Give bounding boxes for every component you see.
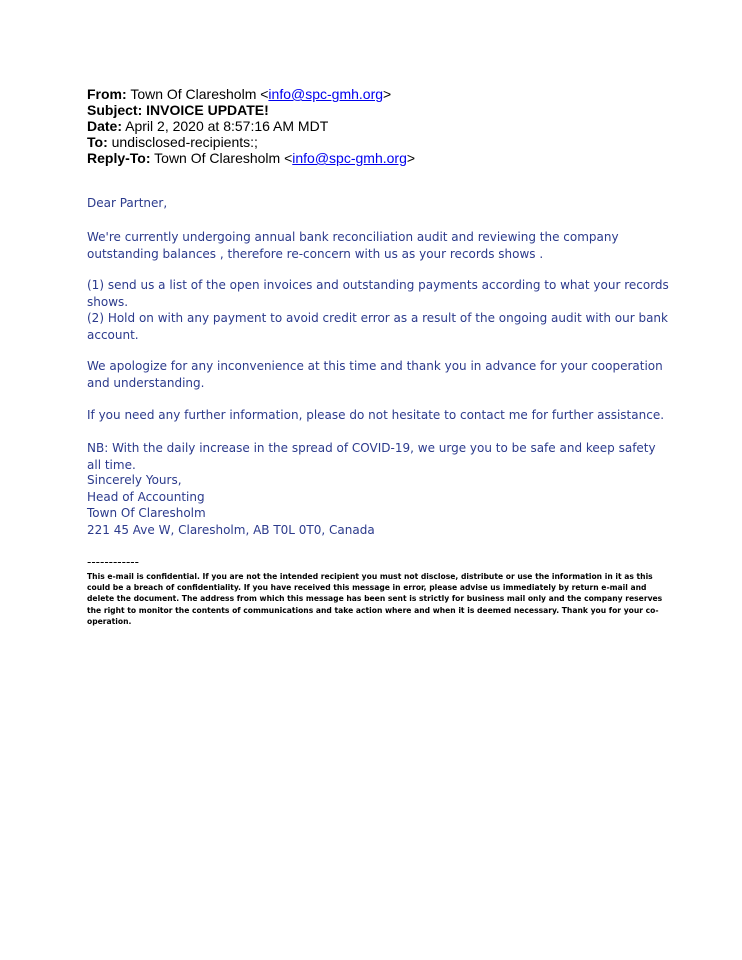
paragraph-hold-payment: (2) Hold on with any payment to avoid credit error as a result of the ongoing audit with our bank account.: [87, 311, 668, 342]
signature-organization: Town Of Claresholm: [87, 506, 206, 520]
from-email-link[interactable]: info@spc-gmh.org: [268, 86, 384, 102]
signature-title: Head of Accounting: [87, 489, 205, 504]
from-row: [87, 86, 687, 102]
to-row: [87, 134, 687, 150]
to-label: To:: [87, 134, 108, 150]
confidentiality-disclaimer: This e-mail is confidential. If you are not the intended recipient you must not disclose, distribute or use the information in it as this could be a breach of confidentiality. If you have received this message in error, please advise us immediately by return e-mail and delete the document. The address from which this message has been sent is strictly for business mail only and the company reserves the right to monitor the contents of communications and take action where and when it is deemed necessary. Thank you for your co-operation.: [87, 572, 663, 626]
paragraph-contact: If you need any further information, please do not hesitate to contact me for further assistance.: [87, 408, 665, 422]
reply-to-row: [87, 150, 687, 166]
separator-line: ------------: [87, 555, 139, 569]
paragraph-covid-note: NB: With the daily increase in the spread of COVID-19, we urge you to be safe and keep safety all time.: [87, 441, 656, 472]
reply-to-label: Reply-To:: [87, 150, 151, 166]
signature-closing: Sincerely Yours,: [87, 473, 182, 487]
signature: [87, 472, 672, 538]
from-name: Town Of Claresholm <: [130, 86, 269, 102]
reply-to-name: Town Of Claresholm <: [154, 150, 293, 166]
reply-to-email-link[interactable]: info@spc-gmh.org: [292, 150, 407, 166]
subject-value: INVOICE UPDATE!: [146, 102, 269, 118]
from-label: From:: [87, 86, 127, 102]
subject-label: Subject:: [87, 102, 143, 118]
signature-address: 221 45 Ave W, Claresholm, AB T0L 0T0, Canada: [87, 522, 375, 537]
paragraph-apology: We apologize for any inconvenience at this time and thank you in advance for your cooperation and understanding.: [87, 359, 663, 390]
to-value: undisclosed-recipients:;: [111, 134, 258, 150]
subject-row: [87, 102, 687, 118]
from-close: >: [383, 86, 392, 102]
date-label: Date:: [87, 118, 123, 134]
greeting: Dear Partner,: [87, 196, 168, 210]
email-footer: [87, 555, 667, 627]
date-value: April 2, 2020 at 8:57:16 AM MDT: [125, 118, 329, 134]
paragraph-audit: We're currently undergoing annual bank reconciliation audit and reviewing the company outstanding balances , therefore re-concern with us as your records shows .: [87, 230, 619, 261]
date-row: [87, 118, 687, 134]
email-header: [87, 86, 687, 166]
reply-to-close: >: [406, 150, 416, 166]
paragraph-request-list: (1) send us a list of the open invoices and outstanding payments according to what your records shows.: [87, 278, 669, 309]
